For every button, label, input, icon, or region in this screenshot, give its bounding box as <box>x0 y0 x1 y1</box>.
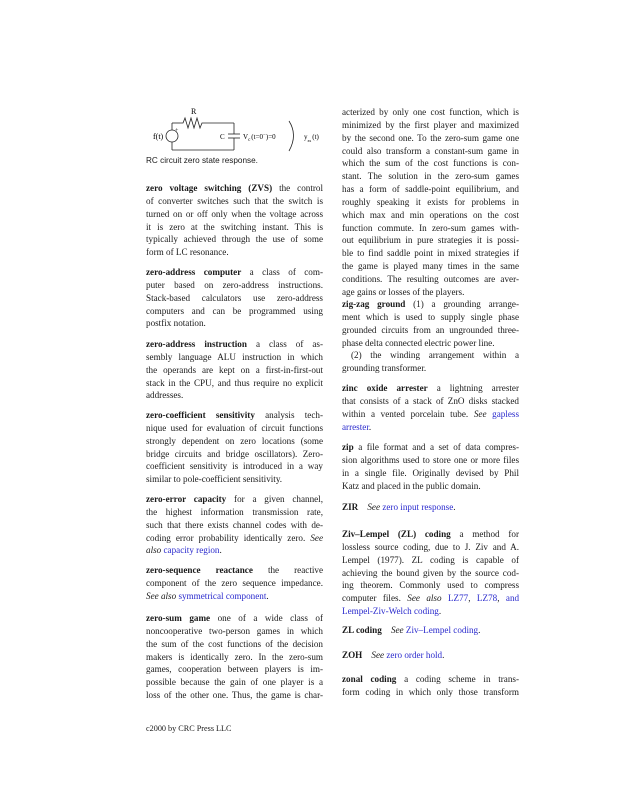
entry-zinc-oxide-arrester: zinc oxide arrester a lightning arrester that consists of a stack of ZnO disks stacked within a vented porcelain tube. See gapless arrester. <box>342 383 519 432</box>
output-brace <box>289 121 294 151</box>
figure-label-y: $y_{zs}(t)$ <box>304 133 319 143</box>
link-lz78[interactable]: LZ78 <box>476 593 498 604</box>
link-zero-order-hold[interactable]: zero order hold <box>386 650 443 660</box>
figure-label-vc: $V_c(t=0^-)=0$ <box>243 133 276 143</box>
link-capacity-region[interactable]: capacity region <box>163 545 220 556</box>
term-zvs: zero voltage switching (ZVS) <box>146 183 273 193</box>
entry-zoh: ZOH See zero order hold. <box>342 650 445 660</box>
figure-label-f: f(t) <box>153 132 164 141</box>
term-zero-address-computer: zero-address computer <box>146 267 242 277</box>
entry-zl-coding: ZL coding See Ziv–Lempel coding. <box>342 625 481 635</box>
term-zero-address-instruction: zero-address instruction <box>146 339 247 349</box>
entry-zonal-coding: zonal coding a coding scheme in trans- form coding in which only those transform <box>342 674 519 697</box>
term-zero-coefficient-sensitivity: zero-coefficient sensitivity <box>146 410 255 420</box>
entry-zig-zag-ground: zig-zag ground (1) a grounding arrange- ment which is used to supply single phase grounded circuits from an ungrounded three- phase delta connected electric power line. (2) the winding arrangement within a grounding transformer. <box>342 299 519 374</box>
entry-zero-sum-game: zero-sum game one of a wide class of noncooperative two-person games in which the sum of the cost functions of the decision makers is identically zero. In the zero-sum games, cooperation between players is im- possible because the gain of one player is a loss of the other one. Thus, the game is char- <box>146 613 323 701</box>
copyright-footer: c2000 by CRC Press LLC <box>146 724 232 733</box>
entry-zero-address-instruction: zero-address instruction a class of as- sembly language ALU instruction in which the operands are kept on a first-in-first-out stack in the CPU, and thus require no explicit addresses. <box>146 339 323 401</box>
term-zig-zag-ground: zig-zag ground <box>342 299 406 309</box>
term-zl-coding: ZL coding <box>342 625 382 635</box>
term-zero-sum-game: zero-sum game <box>146 613 211 623</box>
entry-zir: ZIR See zero input response. <box>342 502 456 512</box>
link-ziv-lempel-coding[interactable]: Ziv–Lempel coding <box>405 625 479 635</box>
figure-label-plus: + <box>175 128 179 134</box>
entry-ziv-lempel-coding: Ziv–Lempel (ZL) coding a method for lossless source coding, due to J. Ziv and A. Lempel (1977). ZL coding is capable of achieving the bound given by the source cod- ing theorem. Commonly used to compress computer files. See also LZ77, LZ78, and Lempel-Ziv-Welch coding. <box>342 529 519 617</box>
term-zinc-oxide-arrester: zinc oxide arrester <box>342 383 428 393</box>
term-zero-sequence-reactance: zero-sequence reactance <box>146 565 253 575</box>
entry-zero-coefficient-sensitivity: zero-coefficient sensitivity analysis tech- nique used for evaluation of circuit functions strongly dependent on zero locations (some bridge circuits and bridge oscillators). Zero- coefficient sensitivity is introduced in a way similar to pole-coefficient sensitivity. <box>146 410 323 485</box>
figure-label-r: R <box>191 107 197 116</box>
entry-zero-error-capacity: zero-error capacity for a given channel, the highest information transmission rate, such that there exists channel codes with de- coding error probability identically zero. See also capacity region. <box>146 494 323 556</box>
figure-label-c: C <box>220 133 225 141</box>
entry-zero-sum-game-continued: acterized by only one cost function, which is minimized by the first player and maximized by the second one. To the zero-sum game one could also transform a constant-sum game in which the sum of the cost functions is con- stant. The solution in the zero-sum games has a form of saddle-point equilibrium, and roughly speaking it exists for problems in which max and min operations on the cost function commute. In zero-sum games with- out equilibrium in pure strategies it is possi- ble to find saddle point in mixed strategies if the game is played many times in the same conditions. The resulting outcomes are aver- age gains or losses of the players. <box>342 107 519 297</box>
term-ziv-lempel-coding: Ziv–Lempel (ZL) coding <box>342 529 451 539</box>
term-zero-error-capacity: zero-error capacity <box>146 494 227 504</box>
resistor-symbol <box>180 118 205 128</box>
figure-caption: RC circuit zero state response. <box>146 156 258 165</box>
entry-zero-address-computer: zero-address computer a class of com- puter based on zero-address instructions. Stack-based calculators use zero-address computers and can be programmed using postfix notation. <box>146 267 323 329</box>
entry-zip: zip a file format and a set of data compres- sion algorithms used to store one or more files in a single file. Originally devised by Phil Katz and placed in the public domain. <box>342 442 519 491</box>
term-zoh: ZOH <box>342 650 363 660</box>
entry-zvs: zero voltage switching (ZVS) the control of converter switches such that the switch is turned on or off only when the voltage across it is zero at the switching instant. This is typically achieved through the use of some form of LC resonance. <box>146 183 323 258</box>
term-zonal-coding: zonal coding <box>342 674 397 684</box>
link-lz77[interactable]: LZ77 <box>447 593 469 604</box>
link-symmetrical-component[interactable]: symmetrical component <box>178 590 267 601</box>
link-gapless-arrester-cont[interactable]: arrester <box>342 421 369 432</box>
entry-zero-sequence-reactance: zero-sequence reactance the reactive component of the zero sequence impedance. See also symmetrical component. <box>146 565 323 601</box>
link-zero-input-response[interactable]: zero input response <box>382 502 454 512</box>
link-lempel-ziv-welch-coding[interactable]: Lempel-Ziv-Welch coding <box>342 606 439 617</box>
term-zir: ZIR <box>342 502 359 512</box>
link-gapless-arrester[interactable]: gapless <box>492 408 519 419</box>
term-zip: zip <box>342 442 354 452</box>
